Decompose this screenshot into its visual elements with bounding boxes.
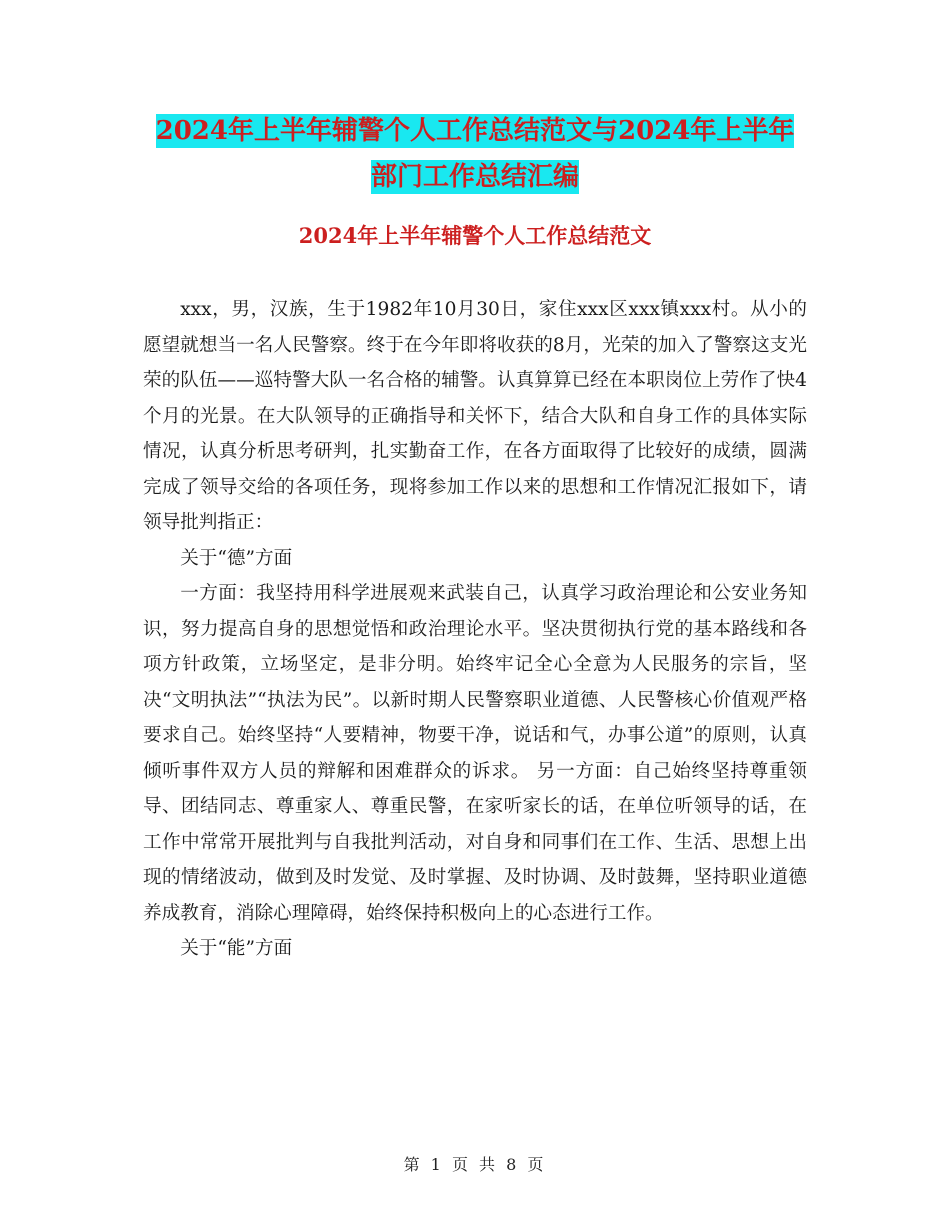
document-title: [140, 108, 810, 200]
document-body: [143, 292, 807, 967]
paragraph-de: 一方面：我坚持用科学进展观来武装自己，认真学习政治理论和公安业务知识，努力提高自身的思想觉悟和政治理论水平。坚决贯彻执行党的基本路线和各项方针政策，立场坚定，是非分明。始终牢记全心全意为人民服务的宗旨，坚决“文明执法”“执法为民”。以新时期人民警察职业道德、人民警核心价值观严格要求自己。始终坚持“人要精神，物要干净，说话和气，办事公道”的原则，认真倾听事件双方人员的辩解和困难群众的诉求。 另一方面：自己始终坚持尊重领导、团结同志、尊重家人、尊重民警，在家听家长的话，在单位听领导的话，在工作中常常开展批判与自我批判活动，对自身和同事们在工作、生活、思想上出现的情绪波动，做到及时发觉、及时掌握、及时协调、及时鼓舞，坚持职业道德养成教育，消除心理障碍，始终保持积极向上的心态进行工作。: [143, 583, 807, 924]
section-title: 2024年上半年辅警个人工作总结范文: [298, 223, 652, 248]
heading-neng: 关于“能”方面: [180, 938, 293, 959]
paragraph-intro: xxx，男，汉族，生于1982年10月30日，家住xxx区xxx镇xxx村。从小的愿望就想当一名人民警察。终于在今年即将收获的8月，光荣的加入了警察这支光荣的队伍——巡特警大队一名合格的辅警。认真算算已经在本职岗位上劳作了快4个月的光景。在大队领导的正确指导和关怀下，结合大队和自身工作的具体实际情况，认真分析思考研判，扎实勤奋工作，在各方面取得了比较好的成绩，圆满完成了领导交给的各项任务，现将参加工作以来的思想和工作情况汇报如下，请领导批判指正：: [143, 299, 807, 533]
title-line-2: 部门工作总结汇编: [370, 162, 579, 192]
heading-de: 关于“德”方面: [180, 547, 293, 569]
title-line-1: 2024年上半年辅警个人工作总结范文与2024年上半年: [155, 116, 795, 146]
page-footer: 第 1 页 共 8 页: [403, 1155, 547, 1174]
